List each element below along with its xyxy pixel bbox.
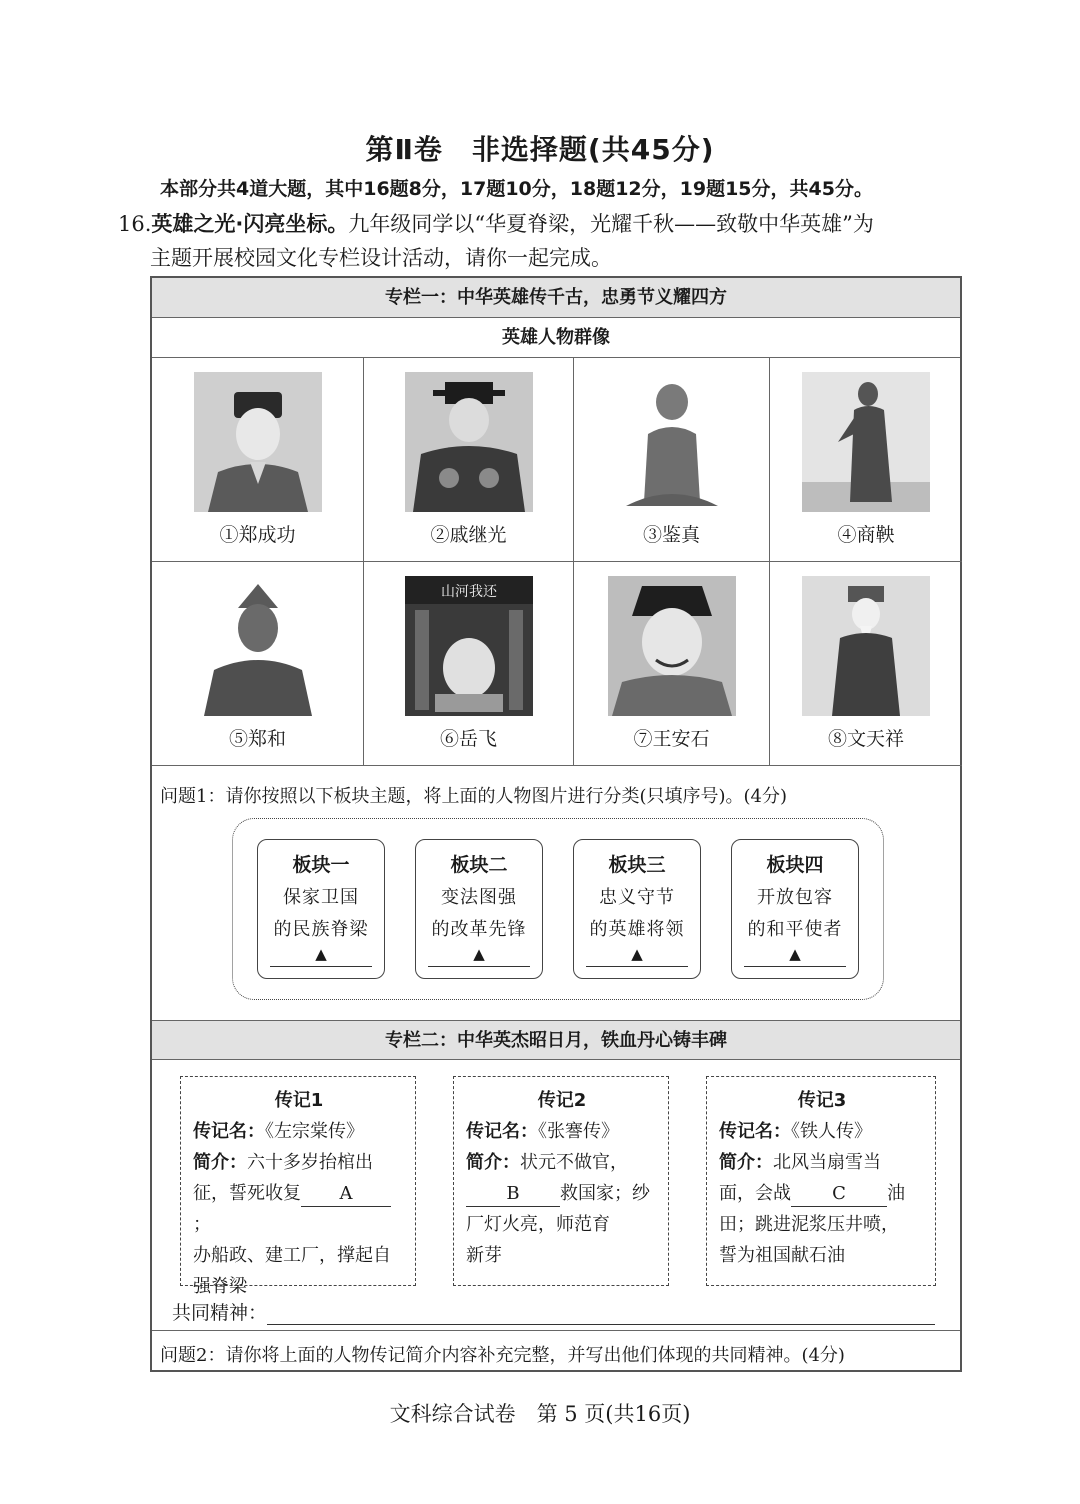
hero-cell-3 bbox=[574, 358, 770, 562]
hero-cell-8 bbox=[770, 562, 962, 766]
bio-intro-text: 新芽 bbox=[466, 1245, 502, 1266]
bio-blank-c[interactable]: C bbox=[791, 1182, 887, 1207]
hero-cell-4 bbox=[770, 358, 962, 562]
gallery-title: 英雄人物群像 bbox=[152, 318, 960, 358]
bio-blank-a[interactable]: A bbox=[301, 1182, 391, 1207]
board-theme-line: 保家卫国 bbox=[283, 887, 359, 908]
bio-name-label: 传记名： bbox=[466, 1121, 538, 1142]
bio-card-1 bbox=[180, 1076, 416, 1297]
bio-intro-label: 简介： bbox=[466, 1152, 520, 1173]
page-footer: 文科综合试卷 第 5 页(共16页) bbox=[389, 1402, 691, 1426]
bio-intro-text: 田；跳进泥浆压井喷， bbox=[719, 1214, 899, 1235]
board-theme-line: 的和平使者 bbox=[747, 919, 843, 940]
hero-cell-2 bbox=[364, 358, 574, 562]
bust-statue-icon bbox=[194, 576, 322, 716]
common-spirit-label: 共同精神： bbox=[172, 1302, 268, 1324]
bio-title: 传记1 bbox=[274, 1090, 324, 1111]
bio-name: 《张謇传》 bbox=[538, 1121, 619, 1142]
bio-card-2 bbox=[453, 1076, 669, 1286]
part-title: 第Ⅱ卷 非选择题(共45分) bbox=[365, 133, 715, 166]
hero-caption: ①郑成功 bbox=[219, 524, 296, 546]
bio-intro-text: ； bbox=[193, 1214, 211, 1235]
bio-intro-label: 简介： bbox=[719, 1152, 773, 1173]
board-card-2 bbox=[415, 839, 543, 979]
board-answer-blank[interactable]: ▲ bbox=[270, 944, 372, 967]
column1-title: 专栏一：中华英雄传千古，忠勇节义耀四方 bbox=[152, 278, 960, 318]
bio-title: 传记2 bbox=[537, 1090, 587, 1111]
board-card-4 bbox=[731, 839, 859, 979]
bio-name-label: 传记名： bbox=[193, 1121, 265, 1142]
board-answer-blank[interactable]: ▲ bbox=[586, 944, 688, 967]
portrait-painting-icon bbox=[802, 576, 930, 716]
hero-caption: ⑧文天祥 bbox=[827, 728, 904, 750]
bio-name: 《左宗棠传》 bbox=[265, 1121, 364, 1142]
portrait-painting-icon bbox=[194, 372, 322, 512]
hero-caption: ③鉴真 bbox=[642, 524, 700, 546]
bio-intro-text: 救国家；纱 bbox=[560, 1183, 650, 1204]
board-theme-line: 开放包容 bbox=[757, 887, 833, 908]
hero-cell-7 bbox=[574, 562, 770, 766]
board-title: 板块一 bbox=[292, 854, 350, 876]
hero-caption: ⑤郑和 bbox=[228, 728, 286, 750]
board-theme-line: 的英雄将领 bbox=[589, 919, 685, 940]
standing-statue-icon bbox=[802, 372, 930, 512]
common-spirit-answer-line[interactable] bbox=[267, 1304, 935, 1325]
temple-plaque-text: 山河我还 bbox=[440, 584, 497, 600]
hero-caption: ②戚继光 bbox=[430, 524, 507, 546]
bio-blank-b[interactable]: B bbox=[466, 1182, 560, 1207]
bio-intro-text: 状元不做官， bbox=[520, 1152, 628, 1173]
board-title: 板块四 bbox=[766, 854, 824, 876]
bio-intro-text: 六十多岁抬棺出 bbox=[247, 1152, 373, 1173]
bio-name-label: 传记名： bbox=[719, 1121, 791, 1142]
seated-statue-icon bbox=[608, 372, 736, 512]
exam-table bbox=[150, 276, 962, 1372]
board-title: 板块三 bbox=[608, 854, 666, 876]
bio-card-3 bbox=[706, 1076, 936, 1286]
board-theme-line: 变法图强 bbox=[441, 887, 517, 908]
question-1-text: 问题1：请你按照以下板块主题，将上面的人物图片进行分类(只填序号)。(4分) bbox=[160, 786, 787, 807]
hero-cell-1 bbox=[152, 358, 364, 562]
board-answer-blank[interactable]: ▲ bbox=[428, 944, 530, 967]
bio-name: 《铁人传》 bbox=[791, 1121, 872, 1142]
bio-intro-text: 征，誓死收复 bbox=[193, 1183, 301, 1204]
bio-intro-text: 北风当扇雪当 bbox=[773, 1152, 881, 1173]
board-card-3 bbox=[573, 839, 701, 979]
question-number: 16. bbox=[118, 212, 152, 236]
board-title: 板块二 bbox=[450, 854, 508, 876]
temple-statue-icon bbox=[405, 576, 533, 716]
board-card-1 bbox=[257, 839, 385, 979]
hero-caption: ④商鞅 bbox=[837, 524, 895, 546]
question-line-1 bbox=[118, 208, 874, 238]
bio-intro-text: 油 bbox=[887, 1183, 905, 1204]
question-stem-1: 九年级同学以“华夏脊梁，光耀千秋——致敬中华英雄”为 bbox=[348, 212, 874, 236]
column2-title: 专栏二：中华英杰昭日月，铁血丹心铸丰碑 bbox=[152, 1020, 960, 1060]
part-intro: 本部分共4道大题，其中16题8分，17题10分，18题12分，19题15分，共45分。 bbox=[160, 178, 873, 200]
bio-intro-text: 厂灯火亮，师范育 bbox=[466, 1214, 610, 1235]
board-theme-line: 忠义守节 bbox=[599, 887, 675, 908]
board-answer-blank[interactable]: ▲ bbox=[744, 944, 846, 967]
hero-caption: ⑥岳飞 bbox=[439, 728, 497, 750]
hero-cell-5 bbox=[152, 562, 364, 766]
bio-intro-text: 誓为祖国献石油 bbox=[719, 1245, 845, 1266]
bio-intro-label: 简介： bbox=[193, 1152, 247, 1173]
bio-title: 传记3 bbox=[797, 1090, 847, 1111]
question-title: 英雄之光·闪亮坐标。 bbox=[151, 212, 349, 236]
question-2-row bbox=[152, 1330, 960, 1373]
hero-caption: ⑦王安石 bbox=[633, 728, 710, 750]
board-theme-line: 的民族脊梁 bbox=[273, 919, 369, 940]
question-2-text: 问题2：请你将上面的人物传记简介内容补充完整，并写出他们体现的共同精神。(4分) bbox=[160, 1345, 845, 1366]
hero-cell-6 bbox=[364, 562, 574, 766]
bio-intro-text: 办船政、建工厂，撑起自 bbox=[193, 1245, 391, 1266]
portrait-painting-icon bbox=[405, 372, 533, 512]
bio-intro-text: 强脊梁 bbox=[193, 1276, 247, 1297]
board-frame bbox=[232, 818, 884, 1000]
board-theme-line: 的改革先锋 bbox=[431, 919, 527, 940]
portrait-painting-icon bbox=[608, 576, 736, 716]
common-spirit-row bbox=[172, 1298, 935, 1325]
question-line-2: 主题开展校园文化专栏设计活动，请你一起完成。 bbox=[150, 246, 612, 270]
bio-intro-text: 面，会战 bbox=[719, 1183, 791, 1204]
